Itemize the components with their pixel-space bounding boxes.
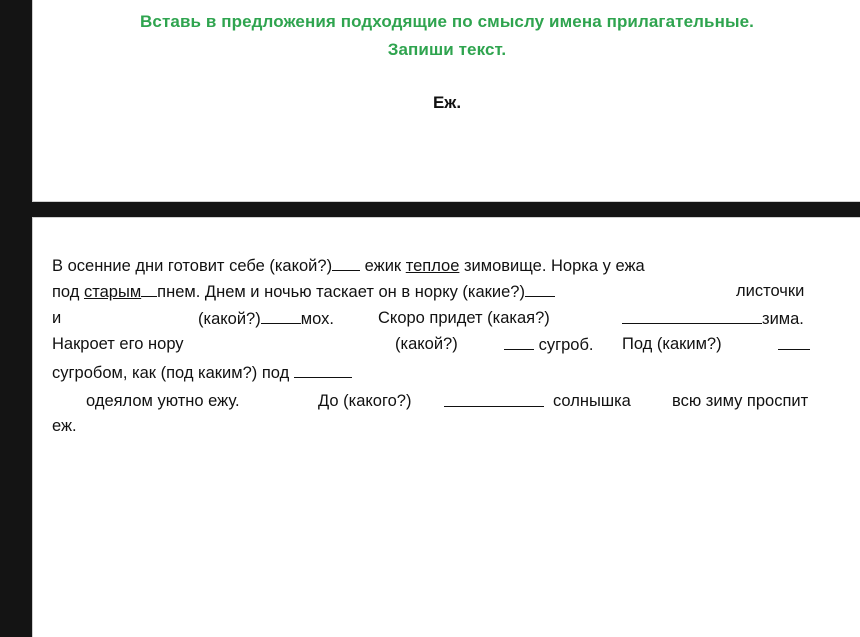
line-1-part-b: ежик [364, 257, 402, 275]
text-line-7: еж. [52, 417, 77, 435]
line-6-part-a: одеялом уютно ежу. [86, 392, 240, 410]
text-line-3-start: и [52, 309, 62, 327]
text-line-3-end [622, 309, 804, 329]
line-3-part-e: зима. [762, 310, 804, 328]
text-line-2 [52, 282, 555, 302]
line-4-blank-wrap [778, 335, 810, 355]
line-4-part-d: Под (каким?) [622, 335, 722, 353]
line-6-part-c: солнышка [553, 392, 631, 410]
text-line-5 [52, 363, 352, 383]
instruction-line-2: Запиши текст. [387, 40, 507, 59]
line-1-part-a: В осенние дни готовит себе (какой?) [52, 257, 333, 275]
text-title: Еж. [432, 93, 462, 112]
blank-1 [332, 256, 360, 271]
line-5-part-a: сугробом, как (под каким?) под [52, 364, 290, 382]
line-2-part-c: пнем. Днем и ночью таскает он в норку (какие?) [157, 283, 525, 301]
blank-3 [525, 282, 555, 297]
blank-9 [444, 392, 544, 407]
text-line-4-start: Накроет его нору [52, 335, 184, 353]
blank-5 [622, 309, 762, 324]
text-line-4-mid [504, 335, 594, 355]
filled-word-1: теплое [405, 257, 460, 275]
blank-2 [141, 282, 157, 297]
exercise-card [32, 217, 860, 637]
line-1-part-d: зимовище. Норка у ежа [463, 257, 645, 275]
instruction-card [32, 0, 860, 202]
blank-7 [778, 335, 810, 350]
line-3-part-d: Скоро придет (какая?) [378, 309, 550, 327]
filled-word-2: старым [83, 283, 142, 301]
text-line-1 [52, 256, 645, 276]
instruction-line-1: Вставь в предложения подходящие по смыслу имена прилагательные. [140, 12, 754, 31]
text-line-3 [198, 309, 334, 329]
blank-6 [504, 335, 534, 350]
line-3-part-b: (какой?) [198, 310, 261, 328]
line-6-blank-wrap [444, 392, 544, 412]
line-3-part-c: мох. [300, 310, 334, 328]
blank-8 [294, 363, 352, 378]
line-2-part-a: под [52, 283, 80, 301]
line-6-part-d: всю зиму проспит [672, 392, 809, 410]
blank-4 [261, 309, 301, 324]
line-4-part-c: сугроб. [538, 336, 594, 354]
line-4-part-b: (какой?) [395, 335, 458, 353]
text-line-2-end: листочки [736, 282, 805, 300]
line-6-part-b: До (какого?) [318, 392, 412, 410]
